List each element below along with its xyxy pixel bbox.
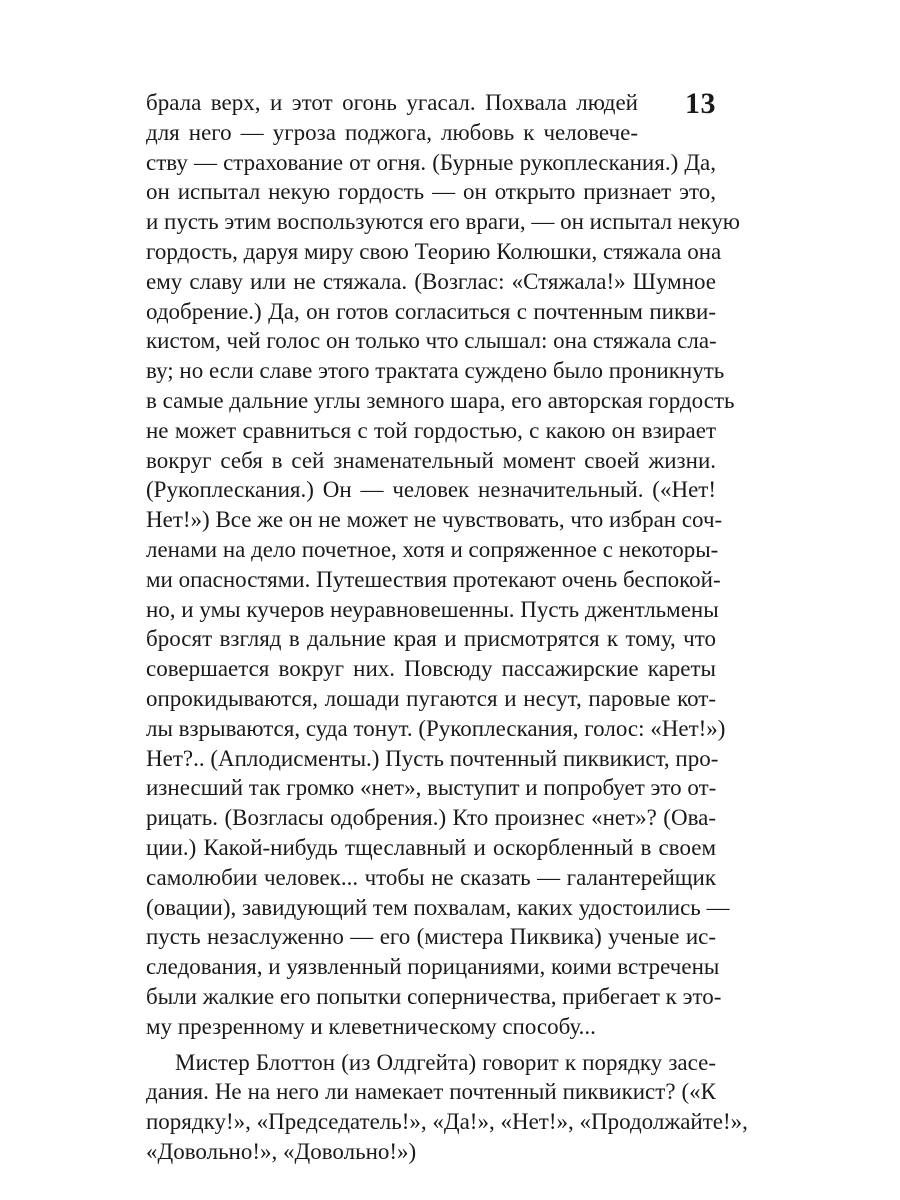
text-line: Нет?.. (Аплодисменты.) Пусть почтенный пиквикист, про- [146, 745, 719, 771]
text-line: он испытал некую гордость — он открыто признает это, [146, 179, 716, 205]
text-line: (Рукоплескания.) Он — человек незначительный. («Нет! [146, 477, 716, 503]
text-line: му презренному и клеветническому способу... [146, 1013, 596, 1039]
text-line: пусть незаслуженно — его (мистера Пиквика) ученые ис- [146, 924, 716, 950]
body-text [146, 88, 748, 1167]
text-line: но, и умы кучеров неуравновешенны. Пусть джентльмены [146, 596, 719, 622]
text-line: изнесший так громко «нет», выступит и попробует это от- [146, 775, 717, 801]
text-line: совершается вокруг них. Повсюду пассажирские кареты [146, 656, 716, 682]
text-line: самолюбии человек... чтобы не сказать — галантерейщик [146, 864, 716, 890]
text-line: Мистер Блоттон (из Олдгейта) говорит к порядку засе- [175, 1049, 716, 1075]
text-line: не может сравниться с той гордостью, с какою он взирает [146, 417, 716, 443]
text-line: брала верх, и этот огонь угасал. Похвала людей [146, 90, 638, 115]
paragraph [146, 88, 740, 1042]
text-line: порядку!», «Председатель!», «Да!», «Нет!», «Продолжайте!», [146, 1109, 748, 1135]
text-line: ми опасностями. Путешествия протекают очень беспокой- [146, 566, 721, 592]
text-line: были жалкие его попытки соперничества, прибегает к это- [146, 983, 722, 1009]
text-line: дания. Не на него ли намекает почтенный пиквикист? («К [146, 1079, 716, 1105]
text-line: рицать. (Возгласы одобрения.) Кто произнес «нет»? (Ова- [146, 805, 716, 831]
text-line: бросят взгляд в дальние края и присмотрятся к тому, что [146, 626, 716, 652]
text-line: кистом, чей голос он только что слышал: она стяжала сла- [146, 328, 717, 354]
text-line: ему славу или не стяжала. (Возглас: «Стяжала!» Шумное [146, 268, 716, 294]
text-line: опрокидываются, лошади пугаются и несут, паровые кот- [146, 685, 716, 711]
text-line: следования, и уязвленный порицаниями, коими встречены [146, 954, 720, 980]
text-line: Нет!») Все же он не может не чувствовать, что избран соч- [146, 507, 723, 533]
text-line: в самые дальние углы земного шара, его авторская гордость [146, 387, 735, 413]
text-line: вокруг себя в сей знаменательный момент своей жизни. [146, 447, 716, 473]
text-line: гордость, даруя миру свою Теорию Колюшки, стяжала она [146, 238, 722, 264]
page-number: 13 [685, 87, 716, 120]
text-line: «Довольно!», «Довольно!») [146, 1138, 417, 1164]
text-line: одобрение.) Да, он готов согласиться с почтенным пикви- [146, 298, 716, 324]
text-line: ству — страхование от огня. (Бурные рукоплескания.) Да, [146, 149, 716, 175]
text-line: для него — угроза поджога, любовь к человече- [146, 119, 638, 145]
text-line: ленами на дело почетное, хотя и сопряженное с некоторы- [146, 536, 719, 562]
paragraph [146, 1048, 748, 1167]
text-line: ции.) Какой-нибудь тщеславный и оскорбленный в своем [146, 834, 716, 860]
text-line: лы взрываются, суда тонут. (Рукоплескания, голос: «Нет!») [146, 715, 726, 741]
text-line: ву; но если славе этого трактата суждено было проникнуть [146, 358, 725, 384]
text-line: (овации), завидующий тем похвалам, каких удостоились — [146, 894, 730, 920]
text-line: и пусть этим воспользуются его враги, — он испытал некую [146, 209, 740, 235]
